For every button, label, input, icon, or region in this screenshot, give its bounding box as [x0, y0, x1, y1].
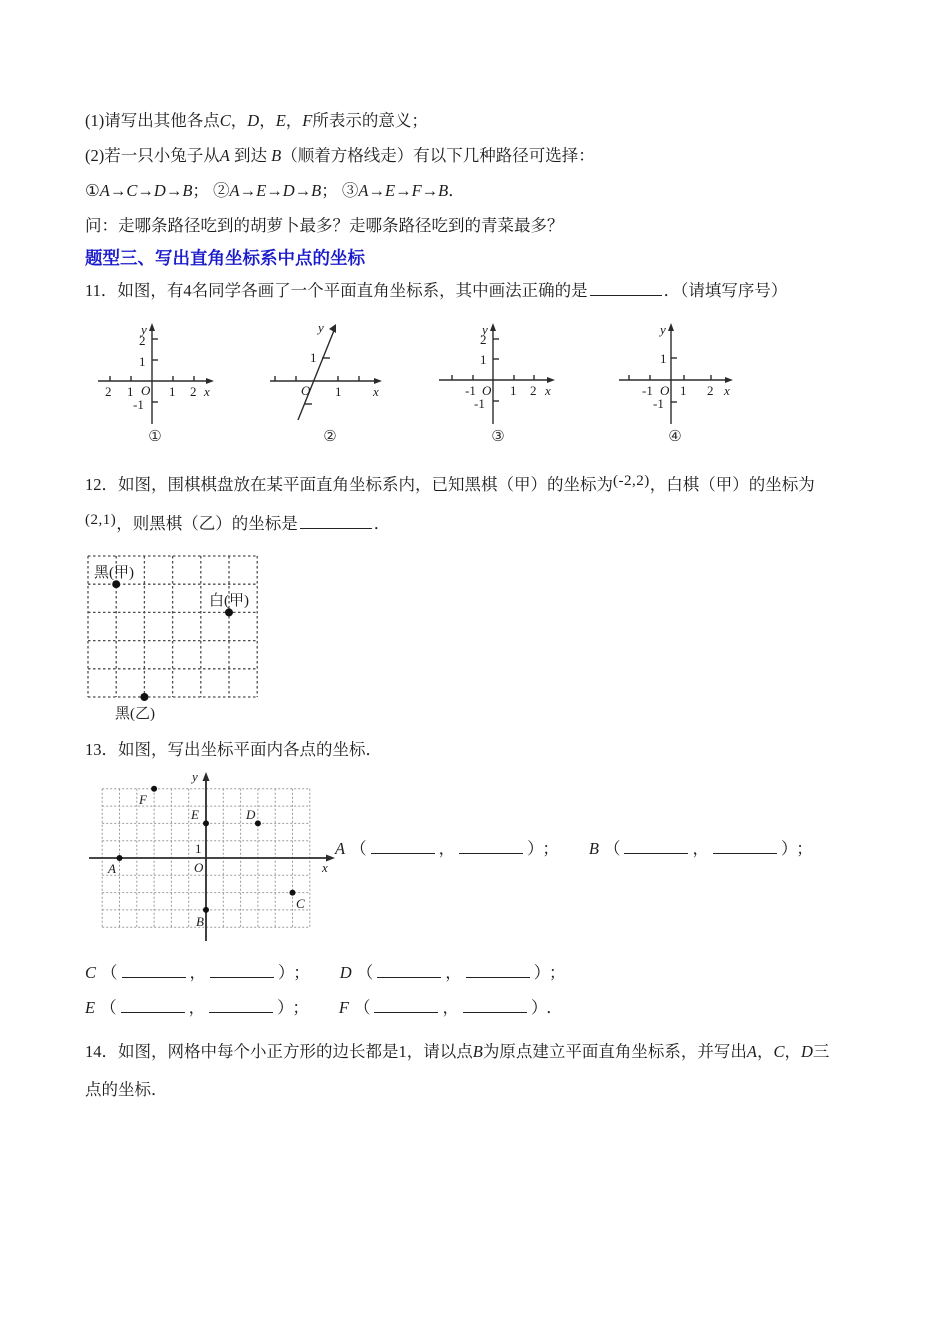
q13-figure — [85, 767, 865, 945]
axes — [270, 328, 378, 420]
tick-neg1: -1 — [474, 396, 485, 411]
tick-1: 1 — [310, 350, 317, 365]
q11-diagram-2-svg — [260, 318, 400, 426]
q13-plane-svg — [85, 767, 340, 945]
q12-text-line1 — [85, 466, 865, 505]
q12-part1: 12．如图，围棋棋盘放在某平面直角坐标系内，已知黑棋（甲）的坐标为 — [85, 475, 613, 494]
origin-label: O — [194, 860, 204, 875]
xtick-left1: 1 — [127, 384, 134, 399]
blank-E-x — [121, 998, 185, 1013]
blank-C-y — [210, 963, 274, 978]
axis-label-y: y — [660, 322, 666, 337]
xtick-neg1: -1 — [642, 383, 653, 398]
blank-F-x — [374, 998, 438, 1013]
para-1: (1)请写出其他各点C，D，E，F所表示的意义； — [85, 111, 428, 130]
q11-diagram-2 — [260, 318, 400, 445]
q13-fill-EF — [85, 990, 865, 1025]
xtick-right2: 2 — [707, 383, 714, 398]
white-jia-label: 白(甲) — [209, 593, 249, 609]
para-2: (2)若一只小兔子从A 到达 B（顺着方格线走）有以下几种路径可选择： — [85, 146, 595, 165]
point-C-label: C — [296, 896, 305, 911]
blank-D-x — [377, 963, 441, 978]
xtick-left2: 2 — [105, 384, 112, 399]
tick-neg1: -1 — [133, 397, 144, 412]
point-A-label: A — [108, 861, 116, 876]
q11-suffix: ．（请填写序号） — [663, 281, 788, 300]
axes — [98, 326, 210, 424]
coord-fill-E: E （ ， ） ； — [85, 998, 309, 1017]
q14-text-line1: 14．如图，网格中每个小正方形的边长都是1，请以点B为原点建立平面直角坐标系，并写出A，C，D三 — [85, 1042, 830, 1061]
q13-fill-CD — [85, 955, 865, 990]
blank-B-y — [713, 839, 777, 854]
coord-fill-C: C （ ， ） ； — [85, 963, 310, 982]
q11-diagram-4 — [605, 318, 745, 445]
q11-diagram-1-svg — [90, 318, 220, 426]
q12-period: ． — [373, 514, 391, 533]
point-C-dot — [290, 890, 296, 896]
xtick-neg1: -1 — [465, 383, 476, 398]
origin-label: O — [660, 383, 670, 398]
black-yi-stone — [140, 693, 148, 701]
go-board-svg — [85, 552, 280, 727]
coord-fill-D: D （ ， ） ； — [339, 963, 566, 982]
point-E-label: E — [191, 807, 199, 822]
xtick-right1: 1 — [335, 384, 342, 399]
point-E-dot — [203, 820, 209, 826]
q12-part3: ，则黑棋（乙）的坐标是 — [116, 514, 298, 533]
diagram-number-2: ② — [323, 427, 337, 445]
axis-label-x: x — [724, 383, 730, 398]
axis-label-y: y — [192, 769, 198, 784]
axis-label-y: y — [141, 322, 147, 337]
axis-label-x: x — [545, 383, 551, 398]
point-B-dot — [203, 907, 209, 913]
blank-D-y — [466, 963, 530, 978]
q12-text-line2 — [85, 505, 865, 544]
point-D-dot — [255, 820, 261, 826]
diagram-number-1: ① — [148, 427, 162, 445]
q11-diagram-4-svg — [605, 318, 745, 426]
q12-part2: ，白棋（甲）的坐标为 — [649, 475, 815, 494]
q12-coord-black-jia: (-2,2) — [613, 473, 650, 489]
axes — [619, 326, 729, 424]
diagram-number-3: ③ — [491, 427, 505, 445]
black-yi-label: 黑(乙) — [115, 706, 155, 722]
q13-text: 13．如图，写出坐标平面内各点的坐标． — [85, 740, 382, 759]
q11-diagram-1 — [90, 318, 220, 445]
q11-text — [85, 273, 865, 308]
origin-label: O — [301, 383, 311, 398]
xtick-right2: 2 — [530, 383, 537, 398]
axis-label-x: x — [373, 384, 379, 399]
blank-A-x — [371, 839, 435, 854]
xtick-right2: 2 — [190, 384, 197, 399]
q12-coord-white-jia: (2,1) — [85, 512, 117, 528]
para-question: 问：走哪条路径吃到的胡萝卜最多？走哪条路径吃到的青菜最多？ — [85, 216, 564, 235]
black-jia-stone — [112, 580, 120, 588]
para-paths: ①A→C→D→B； ②A→E→D→B； ③A→E→F→B． — [85, 181, 465, 200]
white-jia-stone — [225, 608, 233, 616]
blank-A-y — [459, 839, 523, 854]
xtick-right1: 1 — [169, 384, 176, 399]
blank-C-x — [122, 963, 186, 978]
point-D-label: D — [246, 807, 256, 822]
origin-label: O — [482, 383, 492, 398]
tick-neg1: -1 — [653, 396, 664, 411]
q11-diagram-3 — [433, 318, 563, 445]
xtick-right1: 1 — [680, 383, 687, 398]
tick-1: 1 — [139, 354, 146, 369]
blank-B-x — [624, 839, 688, 854]
axis-label-x: x — [322, 860, 328, 875]
tick-2: 2 — [480, 332, 487, 347]
xtick-right1: 1 — [510, 383, 517, 398]
tick-1: 1 — [480, 352, 487, 367]
unit-label-1: 1 — [195, 841, 202, 856]
q12-answer-blank — [300, 514, 372, 529]
axis-label-x: x — [204, 384, 210, 399]
blank-E-y — [209, 998, 273, 1013]
axes — [439, 326, 551, 424]
q11-diagrams — [85, 318, 865, 450]
blank-F-y — [463, 998, 527, 1013]
axis-label-y: y — [318, 320, 324, 335]
point-A-dot — [117, 855, 123, 861]
coord-fill-F: F （ ， ） ． — [338, 998, 563, 1017]
section-heading: 题型三、写出直角坐标系中点的坐标 — [85, 248, 365, 268]
coord-fill-B: B （ ， ） ； — [588, 839, 813, 858]
tick-1: 1 — [660, 351, 667, 366]
q12-go-board-figure — [85, 552, 865, 727]
coord-fill-A: A （ ， ） ； — [335, 839, 559, 858]
q11-diagram-3-svg — [433, 318, 563, 426]
q11-answer-blank — [590, 281, 662, 296]
origin-label: O — [141, 383, 151, 398]
axes — [89, 777, 331, 941]
point-B-label: B — [196, 914, 204, 929]
axis-label-y: y — [482, 322, 488, 337]
q13-fill-AB — [335, 835, 813, 859]
q14-text-line2: 点的坐标． — [85, 1080, 168, 1099]
black-jia-label: 黑(甲) — [94, 565, 134, 581]
q11-stem: 11．如图，有4名同学各画了一个平面直角坐标系，其中画法正确的是 — [85, 281, 588, 300]
diagram-number-4: ④ — [668, 427, 682, 445]
tick-2: 2 — [139, 333, 146, 348]
point-F-label: F — [139, 792, 147, 807]
point-F-dot — [151, 786, 157, 792]
